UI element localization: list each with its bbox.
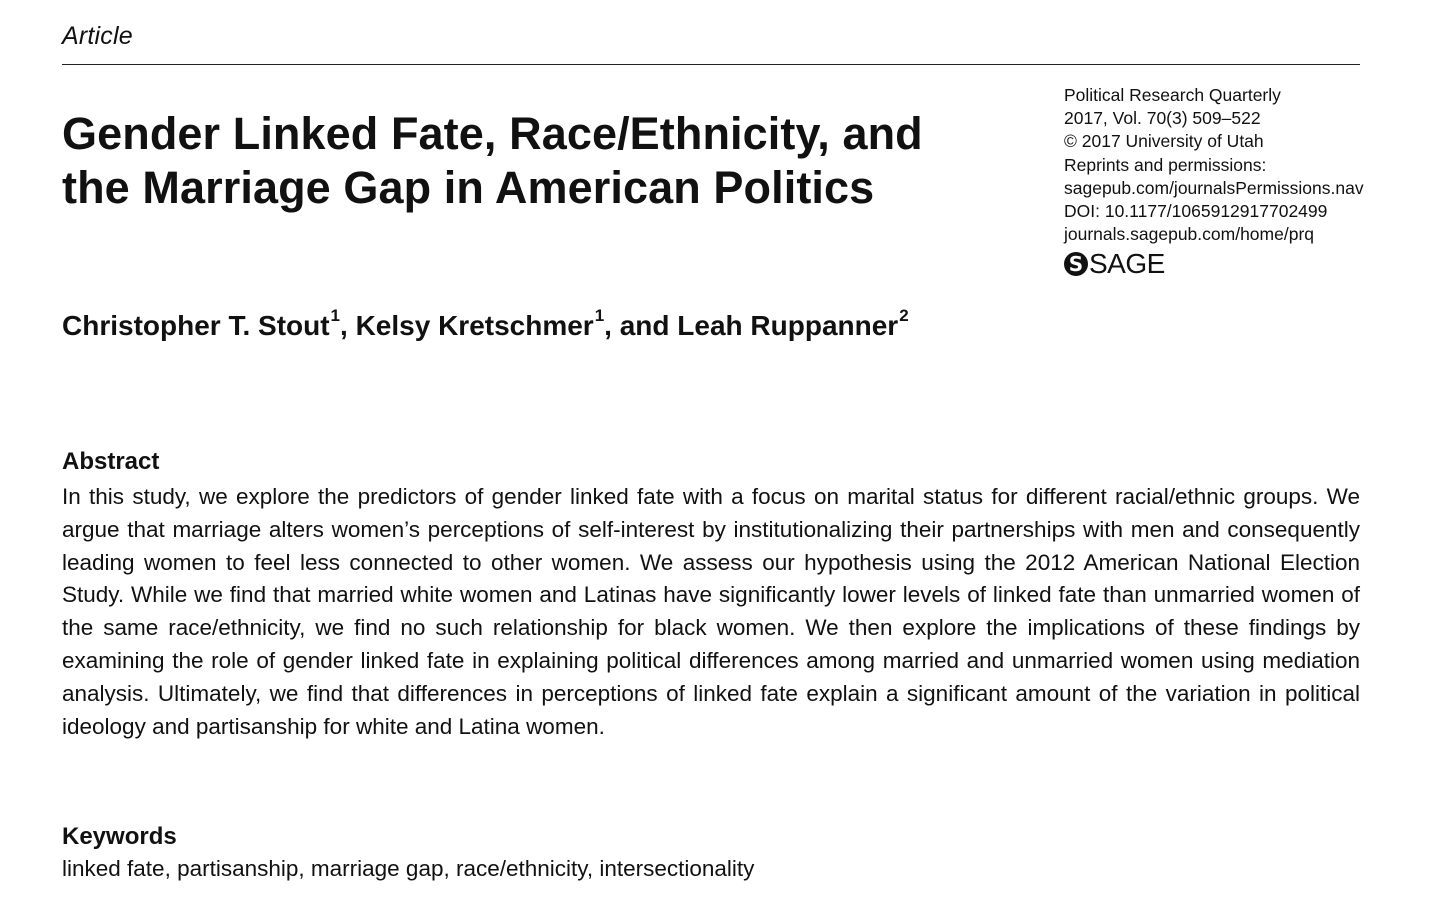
author-name: Kelsy Kretschmer	[355, 310, 594, 341]
sage-logo-text: SAGE	[1089, 248, 1165, 280]
keywords-heading: Keywords	[62, 823, 177, 850]
sage-logo	[1064, 248, 1364, 280]
author-list	[62, 306, 909, 342]
author-affiliation-marker: 2	[899, 306, 909, 325]
author-separator: ,	[340, 310, 356, 341]
copyright-notice: © 2017 University of Utah	[1064, 131, 1264, 152]
header-rule	[62, 64, 1360, 65]
journal-home-link[interactable]: journals.sagepub.com/home/prq	[1064, 224, 1315, 245]
reprints-label: Reprints and permissions:	[1064, 154, 1267, 175]
journal-name: Political Research Quarterly	[1064, 85, 1281, 105]
abstract-text: In this study, we explore the predictors of gender linked fate with a focus on marital status for different racial/ethnic groups. We argue that marriage alters women’s perceptions of self-interest by institutionalizing their partnerships with men and consequently leading women to feel less connected to other women. We assess our hypothesis using the 2012 American National Election Study. While we find that married white women and Latinas have significantly lower levels of linked fate than unmarried women of the same race/ethnicity, we find no such relationship for black women. We then explore the implications of these findings by examining the role of gender linked fate in explaining political differences among married and unmarried women using mediation analysis. Ultimately, we find that differences in perceptions of linked fate explain a significant amount of the variation in political ideology and partisanship for white and Latina women.	[62, 484, 1360, 739]
author-name: Christopher T. Stout	[62, 310, 330, 341]
article-title	[62, 107, 1022, 215]
author-separator: , and	[604, 310, 678, 341]
keywords-text: linked fate, partisanship, marriage gap, race/ethnicity, intersectionality	[62, 856, 755, 881]
journal-metadata	[1064, 84, 1364, 280]
author-affiliation-marker: 1	[330, 306, 341, 325]
article-title-line-2: the Marriage Gap in American Politics	[62, 162, 875, 213]
author-name: Leah Ruppanner	[677, 310, 899, 341]
permissions-link[interactable]: sagepub.com/journalsPermissions.nav	[1064, 177, 1364, 198]
doi[interactable]: DOI: 10.1177/1065912917702499	[1064, 201, 1328, 222]
sage-s-circle-icon: S	[1064, 252, 1088, 276]
author-affiliation-marker: 1	[594, 306, 605, 325]
abstract-heading: Abstract	[62, 448, 160, 475]
article-type-label: Article	[62, 22, 133, 50]
journal-volume: 2017, Vol. 70(3) 509–522	[1064, 108, 1261, 129]
article-title-line-1: Gender Linked Fate, Race/Ethnicity, and	[62, 108, 923, 159]
